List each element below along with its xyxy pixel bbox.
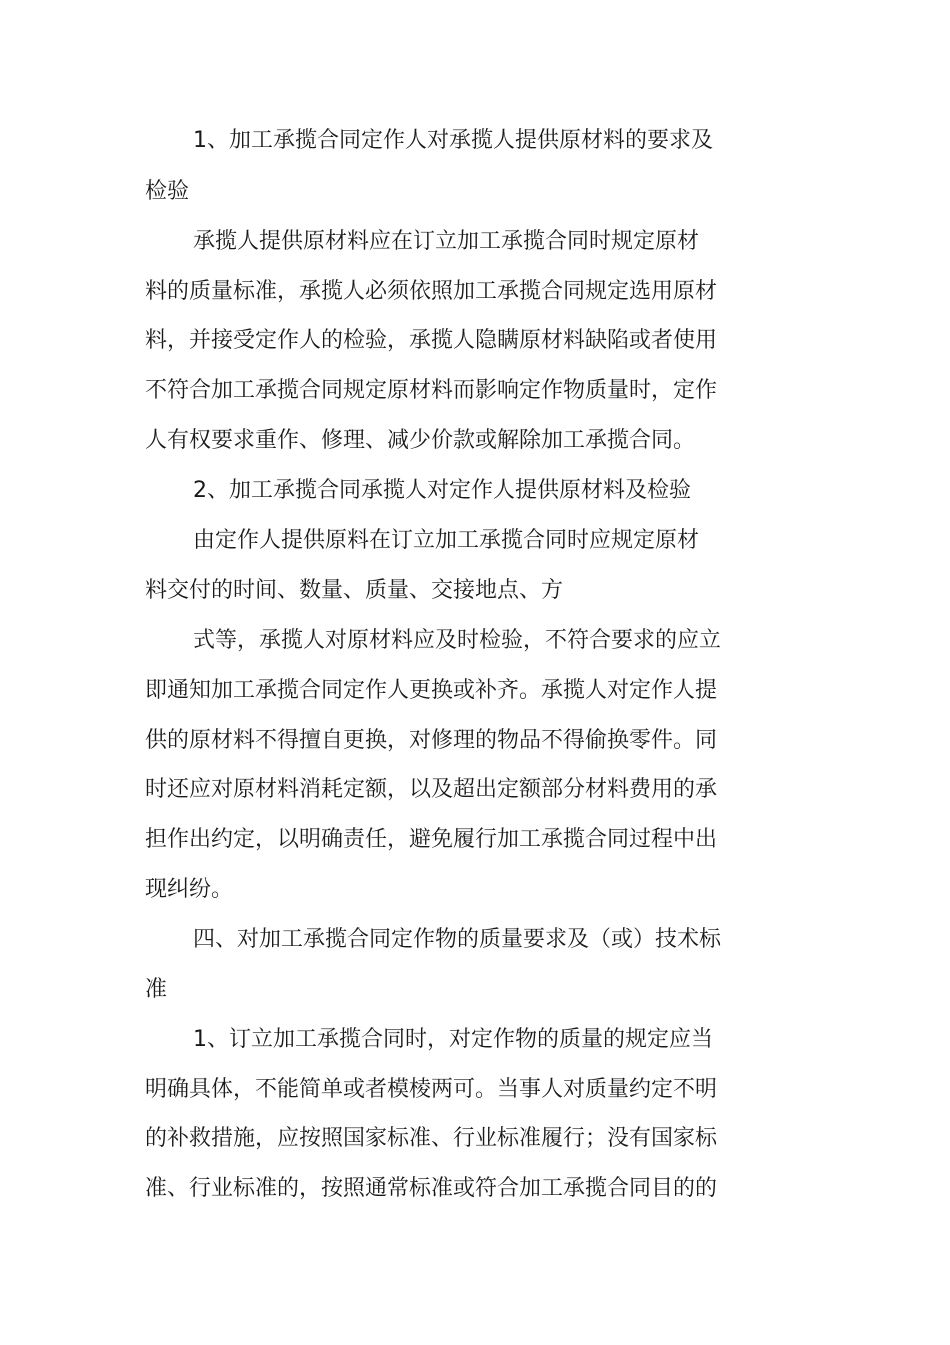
text-line: 供的原材料不得擅自更换，对修理的物品不得偷换零件。同: [145, 728, 718, 753]
text-line: 担作出约定，以明确责任，避免履行加工承揽合同过程中出: [145, 827, 718, 852]
text-line: 准、行业标准的，按照通常标准或符合加工承揽合同目的的: [145, 1176, 718, 1201]
text-line: 明确具体，不能简单或者模棱两可。当事人对质量约定不明: [145, 1077, 718, 1102]
text-line: 承揽人提供原材料应在订立加工承揽合同时规定原材: [193, 229, 700, 254]
text-line: 四、对加工承揽合同定作物的质量要求及（或）技术标: [193, 927, 722, 952]
text-line: 料，并接受定作人的检验，承揽人隐瞒原材料缺陷或者使用: [145, 328, 718, 353]
text-line: 料交付的时间、数量、质量、交接地点、方: [145, 578, 564, 603]
text-line: 即通知加工承揽合同定作人更换或补齐。承揽人对定作人提: [145, 678, 718, 703]
text-line: 料的质量标准，承揽人必须依照加工承揽合同规定选用原材: [145, 279, 718, 304]
text-line: 的补救措施，应按照国家标准、行业标准履行；没有国家标: [145, 1126, 718, 1151]
text-line: 检验: [145, 179, 190, 204]
text-line: 2、加工承揽合同承揽人对定作人提供原材料及检验: [193, 478, 691, 503]
text-line: 1、订立加工承揽合同时，对定作物的质量的规定应当: [193, 1027, 713, 1052]
text-line: 1、加工承揽合同定作人对承揽人提供原材料的要求及: [193, 128, 713, 153]
text-line: 由定作人提供原料在订立加工承揽合同时应规定原材: [193, 528, 700, 553]
text-line: 准: [145, 977, 168, 1002]
text-line: 现纠纷。: [145, 877, 234, 902]
text-line: 式等，承揽人对原材料应及时检验，不符合要求的应立: [193, 628, 722, 653]
text-line: 不符合加工承揽合同规定原材料而影响定作物质量时，定作: [145, 378, 718, 403]
text-line: 时还应对原材料消耗定额，以及超出定额部分材料费用的承: [145, 777, 718, 802]
text-line: 人有权要求重作、修理、减少价款或解除加工承揽合同。: [145, 428, 696, 453]
